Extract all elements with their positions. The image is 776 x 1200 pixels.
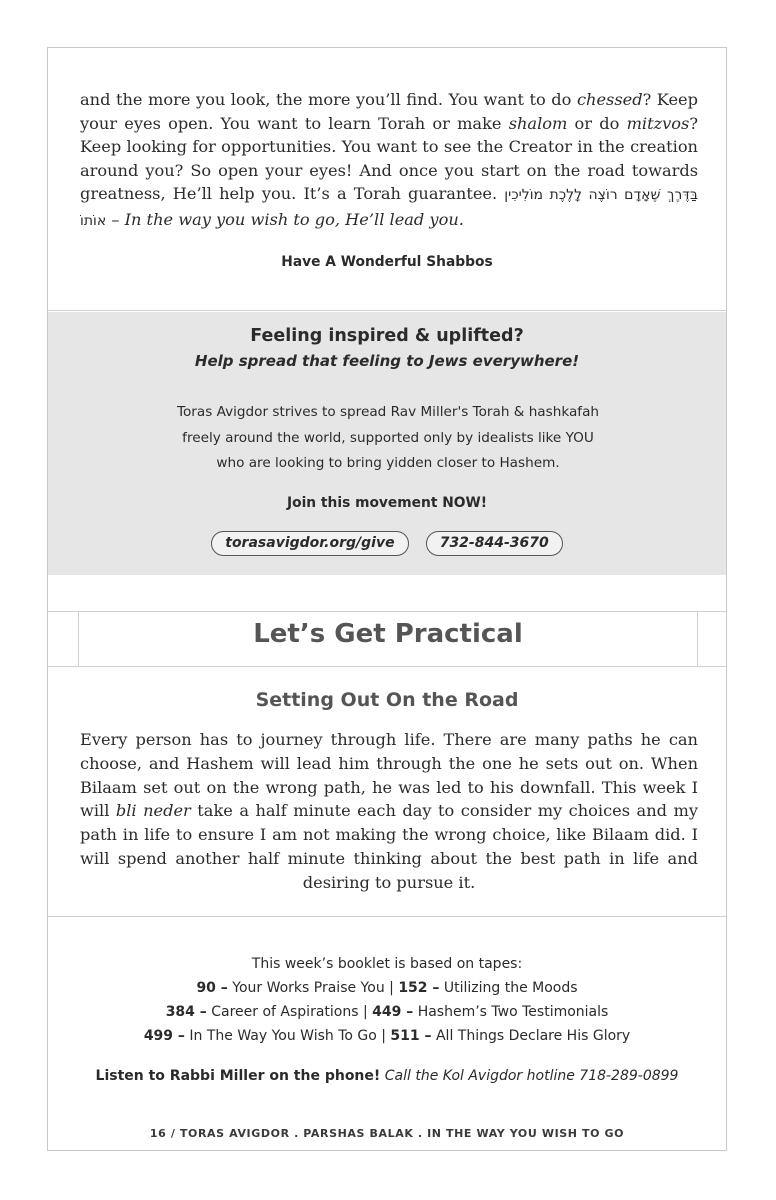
- section-banner: [78, 611, 698, 666]
- intro-text: ? Keep your eyes open. You want to learn Torah or make: [80, 90, 698, 133]
- appeal-subhead: Help spread that feeling to Jews everywhere!: [194, 352, 580, 370]
- divider: [48, 310, 726, 311]
- appeal-call-to-action: Join this movement NOW!: [286, 495, 488, 511]
- hebrew-quote: בַּדֶּרֶךְ שֶׁאָדָם רוֹצֶה לָלֶכֶת מוֹלִיכִין אוֹתוֹ: [80, 187, 698, 229]
- intro-text: or do: [567, 113, 627, 133]
- divider: [48, 666, 726, 667]
- appeal-line: freely around the world, supported only by idealists like YOU: [182, 429, 594, 446]
- donation-appeal-box: [48, 312, 726, 575]
- hotline-bold: Listen to Rabbi Miller on the phone!: [95, 1068, 381, 1084]
- tape-title: Utilizing the Moods: [439, 980, 578, 996]
- sign-off: Have A Wonderful Shabbos: [281, 254, 493, 270]
- intro-text: ? Keep looking for opportunities. You want to see the Creator in the creation around you? So open your eyes! And once you start on the road towards greatness, He’ll help you. It’s a Torah guarantee.: [80, 113, 699, 203]
- intro-dash: –: [106, 209, 125, 229]
- tape-title: Your Works Praise You |: [227, 980, 399, 996]
- section-banner-title: Let’s Get Practical: [253, 619, 523, 649]
- appeal-line: Toras Avigdor strives to spread Rav Miller's Torah & hashkafah: [176, 404, 600, 420]
- tape-title: In The Way You Wish To Go |: [184, 1028, 391, 1044]
- tapes-intro: This week’s booklet is based on tapes:: [251, 956, 523, 972]
- appeal-body: [88, 400, 688, 477]
- practical-term: bli neder: [115, 801, 191, 821]
- intro-paragraph: [80, 88, 698, 233]
- intro-term-mitzvos: mitzvos: [626, 113, 690, 133]
- intro-text: and the more you look, the more you’ll find. You want to do: [80, 90, 577, 109]
- tapes-line: [48, 1000, 726, 1024]
- donate-link[interactable]: torasavigdor.org/give: [211, 531, 408, 556]
- intro-term-chessed: chessed: [576, 90, 643, 109]
- hotline-line: [48, 1068, 726, 1084]
- tape-title: Career of Aspirations |: [206, 1004, 373, 1020]
- intro-term-shalom: shalom: [508, 113, 568, 133]
- practical-paragraph: [80, 728, 698, 895]
- tape-title: All Things Declare His Glory: [431, 1028, 631, 1044]
- practical-text: Every person has to journey through life. There are many paths he can choose, and Hashem will lead him through the one he sets out on. When Bilaam set out on the wrong path, he was led to his downfall. This week I will: [80, 730, 698, 821]
- contact-pills: [48, 531, 726, 556]
- tape-number: 90 –: [196, 980, 228, 996]
- tape-number: 499 –: [143, 1028, 185, 1044]
- tape-number: 152 –: [398, 980, 440, 996]
- appeal-headline: Feeling inspired & uplifted?: [250, 326, 524, 346]
- tape-title: Hashem’s Two Testimonials: [413, 1004, 609, 1020]
- hotline-number[interactable]: Call the Kol Avigdor hotline 718-289-0899: [380, 1068, 679, 1084]
- tape-number: 511 –: [390, 1028, 432, 1044]
- page-frame: [47, 47, 727, 1151]
- tapes-line: [48, 976, 726, 1000]
- practical-text: take a half minute each day to consider my choices and my path in life to ensure I am not making the wrong choice, like Bilaam did. I will spend another half minute thinking about the best path in life and desiring to pursue it.: [80, 801, 698, 892]
- tape-number: 384 –: [165, 1004, 207, 1020]
- appeal-line: who are looking to bring yidden closer to Hashem.: [216, 455, 560, 471]
- quote-translation: In the way you wish to go, He’ll lead you.: [124, 209, 464, 229]
- donate-phone[interactable]: 732-844-3670: [426, 531, 563, 556]
- tape-number: 449 –: [372, 1004, 414, 1020]
- page-footer: 16 / TORAS AVIGDOR . PARSHAS BALAK . IN THE WAY YOU WISH TO GO: [149, 1127, 625, 1140]
- practical-title: Setting Out On the Road: [255, 689, 519, 711]
- tapes-line: [48, 1024, 726, 1048]
- divider: [48, 916, 726, 917]
- tapes-list: [48, 952, 726, 1048]
